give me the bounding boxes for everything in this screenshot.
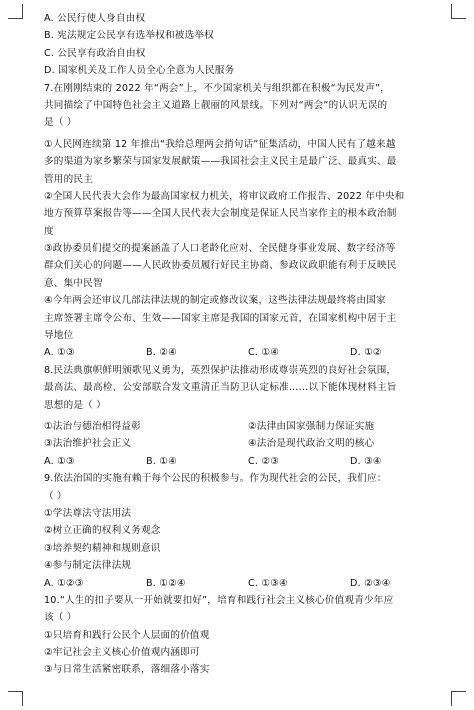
crop-mark-top-right: [451, 4, 466, 19]
q9-item-1: ①学法尊法守法用法: [44, 507, 132, 519]
q8-option-d: D. ③④: [350, 455, 382, 467]
q8-stem-line-3: 思想的是（ ）: [44, 399, 107, 411]
q7-item-4-line-3: 导地位: [44, 330, 74, 342]
q7-stem-line-1: 7.在刚刚结束的 2022 年“两会”上，不少国家机关与组织都在积极“为民发声”，: [44, 82, 390, 94]
q9-stem-line-2: （ ）: [44, 490, 67, 502]
q7-item-3-line-2: 群众们关心的问题——人民政协委员履行好民主协商、参政议政职能有利于反映民: [44, 260, 397, 272]
q7-item-2-line-1: ②全国人民代表大会作为最高国家权力机关，将审议政府工作报告、2022 年中央和: [44, 190, 405, 202]
exam-content: [44, 10, 452, 679]
crop-mark-bottom-right: [451, 691, 466, 706]
crop-mark-top-left: [8, 4, 23, 19]
q10-item-3: ③与日常生活紧密联系，落细落小落实: [44, 664, 210, 676]
q8-item-2: ②法律由国家强制力保证实施: [248, 420, 375, 432]
q7-item-1-line-2: 多的渠道为家乡繁荣与国家发展献策——我国社会主义民主是最广泛、最真实、最: [44, 156, 397, 168]
q7-item-2-line-2: 地方预算草案报告等——全国人民代表大会制度是保证人民当家作主的根本政治制: [44, 208, 397, 220]
q8-item-4: ④法治是现代政治文明的核心: [248, 438, 375, 450]
crop-mark-bottom-left: [8, 691, 23, 706]
q7-option-d: D. ①②: [350, 347, 382, 359]
q8-items-row-2: [44, 435, 452, 452]
q6-option-a: A. 公民行使人身自由权: [44, 13, 146, 24]
q7-item-2-line-3: 度: [44, 225, 54, 237]
q9-item-4: ④参与制定法律法规: [44, 560, 132, 572]
q7-item-1-line-3: 管用的民主: [44, 173, 93, 185]
q7-item-3-line-3: 意、集中民智: [44, 277, 103, 289]
q10-stem-line-1: 10.“人生的扣子要从一开始就要扣好”，培育和践行社会主义核心价值观青少年应: [44, 594, 394, 606]
q8-option-c: C. ②③: [248, 455, 279, 467]
q9-stem-line-1: 9.依法治国的实施有赖于每个公民的积极参与。作为现代社会的公民，我们应：: [44, 473, 387, 485]
q7-item-3-line-1: ③政协委员们提交的提案涵盖了人口老龄化应对、全民健身事业发展、数字经济等: [44, 243, 396, 255]
q7-item-4-line-1: ④今年两会还审议几部法律法规的制定或修改议案，这些法律法规最终将由国家: [44, 295, 386, 307]
q9-option-b: B. ①②④: [146, 577, 186, 589]
q10-stem-line-2: 该（ ）: [44, 612, 77, 624]
q9-option-c: C. ①③④: [248, 577, 288, 589]
q8-stem-line-1: 8.民法典旗帜鲜明颁歌见义勇为，英烈保护法推动形成尊崇英烈的良好社会氛围，: [44, 364, 397, 376]
q7-stem-line-2: 共同描绘了中国特色社会主义道路上靓丽的风景线。下列对“两会”的认识无误的: [44, 99, 388, 111]
q8-item-3: ③法治维护社会正义: [44, 438, 132, 450]
q8-items-row-1: [44, 418, 452, 435]
q8-options: [44, 453, 452, 470]
q7-stem-line-3: 是（ ）: [44, 117, 77, 129]
q6-option-c: C. 公民享有政治自由权: [44, 47, 146, 59]
q7-option-a: A. ①③: [44, 347, 75, 359]
q8-item-1: ①法治与德治相得益彰: [44, 420, 141, 432]
q7-option-b: B. ②④: [146, 347, 177, 359]
q7-option-c: C. ①④: [248, 347, 279, 359]
q7-options: [44, 344, 452, 361]
q8-option-a: A. ①③: [44, 455, 75, 467]
q10-item-1: ①只培育和践行公民个人层面的价值观: [44, 629, 210, 641]
q9-options: [44, 575, 452, 592]
q6-option-d: D. 国家机关及工作人员全心全意为人民服务: [44, 65, 235, 77]
q7-item-1-line-1: ①人民网连续第 12 年推出“我给总理两会捎句话”征集活动，中国人民有了越来越: [44, 138, 396, 150]
q9-item-3: ③培养契约精神和规则意识: [44, 542, 161, 554]
q10-item-2: ②牢记社会主义核心价值观内涵即可: [44, 647, 200, 659]
q8-option-b: B. ①④: [146, 455, 177, 467]
q7-item-4-line-2: 主席签署主席令公布、生效——国家主席是我国的国家元首，在国家机构中居于主: [44, 312, 397, 324]
q9-option-a: A. ①②③: [44, 577, 84, 589]
q9-item-2: ②树立正确的权利义务观念: [44, 525, 161, 537]
q9-option-d: D. ②③④: [350, 577, 391, 589]
q8-stem-line-2: 最高法、最高检、公安部联合发文重清正当防卫认定标准……以下能体现材料主旨: [44, 382, 397, 394]
q6-option-b: B. 宪法规定公民享有选举权和被选举权: [44, 30, 214, 42]
